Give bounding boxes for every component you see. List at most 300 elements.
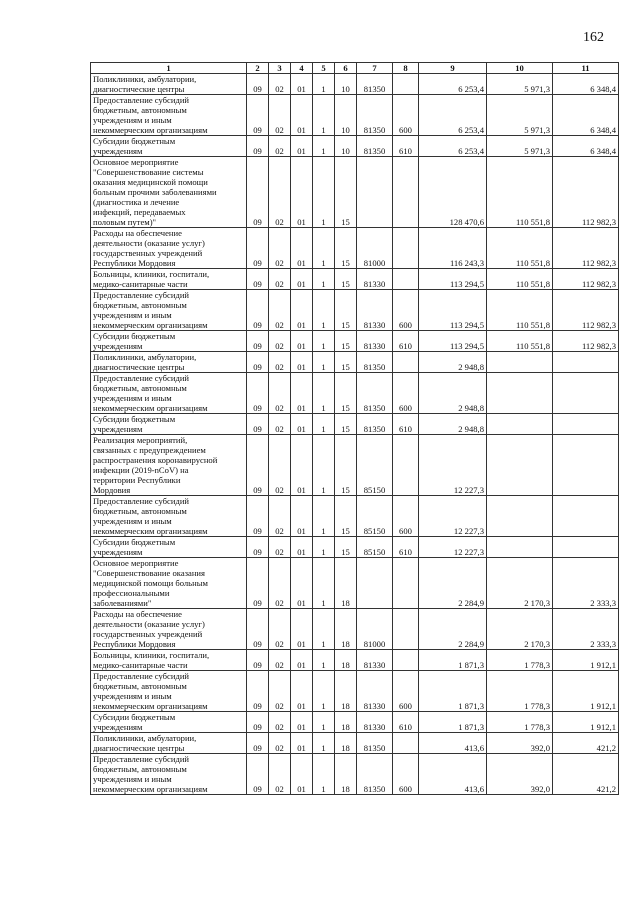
row-name-line: Расходы на обеспечение xyxy=(93,609,182,619)
amount-col11: 2 333,3 xyxy=(553,609,619,650)
code-event: 15 xyxy=(335,537,357,558)
amount-col10: 110 551,8 xyxy=(487,228,553,269)
code-section: 02 xyxy=(269,269,291,290)
amount-col9: 116 243,3 xyxy=(419,228,487,269)
table-row xyxy=(91,157,619,228)
amount-col10: 1 778,3 xyxy=(487,712,553,733)
amount-col10 xyxy=(487,352,553,373)
row-name xyxy=(91,352,247,373)
code-expense-type xyxy=(393,228,419,269)
amount-col11: 2 333,3 xyxy=(553,558,619,609)
amount-col11 xyxy=(553,537,619,558)
code-direction: 81330 xyxy=(357,671,393,712)
col-header-6: 6 xyxy=(335,63,357,74)
row-name-line: Субсидии бюджетным xyxy=(93,712,176,722)
code-program: 1 xyxy=(313,435,335,496)
row-name xyxy=(91,558,247,609)
code-section: 02 xyxy=(269,414,291,435)
table-row xyxy=(91,373,619,414)
code-expense-type xyxy=(393,269,419,290)
code-direction: 85150 xyxy=(357,537,393,558)
row-name-line: инфекции (2019-nCoV) на xyxy=(93,465,189,475)
row-name xyxy=(91,157,247,228)
code-subsection: 01 xyxy=(291,373,313,414)
code-event: 15 xyxy=(335,290,357,331)
col-header-11: 11 xyxy=(553,63,619,74)
code-ministry: 09 xyxy=(247,558,269,609)
row-name-line: учреждениям и иным xyxy=(93,691,172,701)
code-subsection: 01 xyxy=(291,754,313,795)
code-direction: 81350 xyxy=(357,733,393,754)
code-ministry: 09 xyxy=(247,95,269,136)
code-direction: 81350 xyxy=(357,754,393,795)
code-expense-type xyxy=(393,74,419,95)
amount-col10: 1 778,3 xyxy=(487,671,553,712)
code-event: 15 xyxy=(335,373,357,414)
amount-col11 xyxy=(553,435,619,496)
code-event: 18 xyxy=(335,650,357,671)
amount-col11: 112 982,3 xyxy=(553,269,619,290)
row-name-line: Субсидии бюджетным xyxy=(93,537,176,547)
code-program: 1 xyxy=(313,373,335,414)
code-subsection: 01 xyxy=(291,290,313,331)
row-name-line: Основное мероприятие xyxy=(93,558,179,568)
code-section: 02 xyxy=(269,228,291,269)
code-ministry: 09 xyxy=(247,650,269,671)
code-event: 10 xyxy=(335,74,357,95)
code-program: 1 xyxy=(313,74,335,95)
row-name-line: некоммерческим организациям xyxy=(93,125,208,135)
code-event: 15 xyxy=(335,228,357,269)
code-program: 1 xyxy=(313,558,335,609)
amount-col10: 2 170,3 xyxy=(487,558,553,609)
code-direction: 81330 xyxy=(357,331,393,352)
code-expense-type xyxy=(393,650,419,671)
code-direction: 81330 xyxy=(357,712,393,733)
amount-col11: 6 348,4 xyxy=(553,136,619,157)
row-name-line: Субсидии бюджетным xyxy=(93,414,176,424)
amount-col10: 110 551,8 xyxy=(487,290,553,331)
code-subsection: 01 xyxy=(291,733,313,754)
code-section: 02 xyxy=(269,712,291,733)
code-program: 1 xyxy=(313,650,335,671)
code-direction: 81350 xyxy=(357,74,393,95)
amount-col10 xyxy=(487,496,553,537)
code-event: 18 xyxy=(335,609,357,650)
row-name xyxy=(91,331,247,352)
row-name-line: профессиональными xyxy=(93,588,170,598)
code-direction xyxy=(357,558,393,609)
code-ministry: 09 xyxy=(247,228,269,269)
col-header-10: 10 xyxy=(487,63,553,74)
code-section: 02 xyxy=(269,74,291,95)
amount-col11: 421,2 xyxy=(553,733,619,754)
code-subsection: 01 xyxy=(291,157,313,228)
col-header-3: 3 xyxy=(269,63,291,74)
code-ministry: 09 xyxy=(247,754,269,795)
amount-col10 xyxy=(487,414,553,435)
code-subsection: 01 xyxy=(291,331,313,352)
row-name-line: Расходы на обеспечение xyxy=(93,228,182,238)
code-section: 02 xyxy=(269,373,291,414)
col-header-9: 9 xyxy=(419,63,487,74)
amount-col11: 6 348,4 xyxy=(553,74,619,95)
row-name-line: учреждениям и иным xyxy=(93,774,172,784)
row-name-line: оказания медицинской помощи xyxy=(93,177,208,187)
code-direction: 85150 xyxy=(357,496,393,537)
row-name-line: Предоставление субсидий xyxy=(93,671,190,681)
code-program: 1 xyxy=(313,537,335,558)
amount-col9: 2 948,8 xyxy=(419,373,487,414)
row-name xyxy=(91,373,247,414)
code-expense-type: 600 xyxy=(393,373,419,414)
row-name-line: Предоставление субсидий xyxy=(93,95,190,105)
amount-col10: 5 971,3 xyxy=(487,95,553,136)
page-number: 162 xyxy=(583,30,604,45)
code-program: 1 xyxy=(313,95,335,136)
row-name-line: Больницы, клиники, госпитали, xyxy=(93,269,210,279)
amount-col11 xyxy=(553,373,619,414)
col-header-5: 5 xyxy=(313,63,335,74)
amount-col9: 1 871,3 xyxy=(419,712,487,733)
code-section: 02 xyxy=(269,157,291,228)
code-event: 15 xyxy=(335,435,357,496)
row-name xyxy=(91,290,247,331)
row-name xyxy=(91,671,247,712)
code-ministry: 09 xyxy=(247,609,269,650)
amount-col9: 2 284,9 xyxy=(419,609,487,650)
table-row xyxy=(91,331,619,352)
table-row xyxy=(91,558,619,609)
row-name-line: некоммерческим организациям xyxy=(93,320,208,330)
code-section: 02 xyxy=(269,435,291,496)
code-event: 15 xyxy=(335,157,357,228)
code-expense-type: 610 xyxy=(393,136,419,157)
table-row xyxy=(91,733,619,754)
row-name xyxy=(91,754,247,795)
code-event: 18 xyxy=(335,671,357,712)
code-event: 18 xyxy=(335,712,357,733)
amount-col9: 113 294,5 xyxy=(419,331,487,352)
code-section: 02 xyxy=(269,95,291,136)
table-row xyxy=(91,352,619,373)
row-name-line: Мордовия xyxy=(93,485,131,495)
code-expense-type: 600 xyxy=(393,754,419,795)
row-name-line: "Совершенствование оказания xyxy=(93,568,205,578)
row-name-line: учреждениям и иным xyxy=(93,310,172,320)
code-ministry: 09 xyxy=(247,671,269,712)
code-program: 1 xyxy=(313,754,335,795)
col-header-8: 8 xyxy=(393,63,419,74)
amount-col9: 6 253,4 xyxy=(419,95,487,136)
row-name-line: Субсидии бюджетным xyxy=(93,331,176,341)
code-subsection: 01 xyxy=(291,558,313,609)
code-direction: 81000 xyxy=(357,609,393,650)
code-section: 02 xyxy=(269,331,291,352)
amount-col9: 2 948,8 xyxy=(419,352,487,373)
code-program: 1 xyxy=(313,157,335,228)
code-subsection: 01 xyxy=(291,414,313,435)
row-name-line: Поликлиники, амбулатории, xyxy=(93,733,197,743)
row-name xyxy=(91,650,247,671)
table-row xyxy=(91,496,619,537)
code-ministry: 09 xyxy=(247,157,269,228)
amount-col9: 2 284,9 xyxy=(419,558,487,609)
row-name-line: учреждениям xyxy=(93,547,143,557)
amount-col11: 112 982,3 xyxy=(553,290,619,331)
code-ministry: 09 xyxy=(247,373,269,414)
amount-col9: 128 470,6 xyxy=(419,157,487,228)
row-name-line: государственных учреждений xyxy=(93,248,203,258)
row-name-line: Республики Мордовия xyxy=(93,639,176,649)
code-ministry: 09 xyxy=(247,290,269,331)
row-name xyxy=(91,609,247,650)
code-expense-type xyxy=(393,609,419,650)
amount-col9: 12 227,3 xyxy=(419,537,487,558)
amount-col10: 110 551,8 xyxy=(487,269,553,290)
code-event: 15 xyxy=(335,331,357,352)
code-direction: 81330 xyxy=(357,269,393,290)
row-name xyxy=(91,136,247,157)
code-section: 02 xyxy=(269,558,291,609)
code-program: 1 xyxy=(313,269,335,290)
code-section: 02 xyxy=(269,352,291,373)
code-expense-type xyxy=(393,733,419,754)
amount-col11 xyxy=(553,414,619,435)
amount-col11: 112 982,3 xyxy=(553,228,619,269)
code-section: 02 xyxy=(269,496,291,537)
col-header-4: 4 xyxy=(291,63,313,74)
row-name-line: Республики Мордовия xyxy=(93,258,176,268)
code-subsection: 01 xyxy=(291,352,313,373)
code-program: 1 xyxy=(313,733,335,754)
row-name-line: учреждениям xyxy=(93,424,143,434)
amount-col10: 392,0 xyxy=(487,754,553,795)
code-subsection: 01 xyxy=(291,496,313,537)
code-ministry: 09 xyxy=(247,352,269,373)
amount-col10 xyxy=(487,373,553,414)
code-ministry: 09 xyxy=(247,74,269,95)
row-name xyxy=(91,228,247,269)
row-name xyxy=(91,269,247,290)
row-name-line: учреждениям и иным xyxy=(93,393,172,403)
code-ministry: 09 xyxy=(247,435,269,496)
row-name-line: заболеваниями" xyxy=(93,598,152,608)
amount-col11: 6 348,4 xyxy=(553,95,619,136)
amount-col9: 6 253,4 xyxy=(419,136,487,157)
row-name-line: распространения коронавирусной xyxy=(93,455,218,465)
table-row xyxy=(91,95,619,136)
code-subsection: 01 xyxy=(291,609,313,650)
code-subsection: 01 xyxy=(291,712,313,733)
row-name-line: медико-санитарные части xyxy=(93,279,188,289)
amount-col9: 113 294,5 xyxy=(419,269,487,290)
amount-col9: 12 227,3 xyxy=(419,496,487,537)
table-row xyxy=(91,609,619,650)
amount-col11: 112 982,3 xyxy=(553,331,619,352)
row-name xyxy=(91,733,247,754)
row-name-line: больным прочими заболеваниями xyxy=(93,187,217,197)
row-name-line: Предоставление субсидий xyxy=(93,373,190,383)
table-row xyxy=(91,228,619,269)
code-program: 1 xyxy=(313,712,335,733)
table-row xyxy=(91,537,619,558)
row-name-line: Предоставление субсидий xyxy=(93,290,190,300)
code-section: 02 xyxy=(269,671,291,712)
amount-col9: 6 253,4 xyxy=(419,74,487,95)
code-subsection: 01 xyxy=(291,269,313,290)
table-row xyxy=(91,754,619,795)
amount-col9: 413,6 xyxy=(419,733,487,754)
code-direction: 81350 xyxy=(357,95,393,136)
code-ministry: 09 xyxy=(247,733,269,754)
amount-col9: 1 871,3 xyxy=(419,671,487,712)
table-row xyxy=(91,290,619,331)
row-name-line: бюджетным, автономным xyxy=(93,383,187,393)
row-name-line: Больницы, клиники, госпитали, xyxy=(93,650,210,660)
amount-col10 xyxy=(487,537,553,558)
row-name-line: некоммерческим организациям xyxy=(93,403,208,413)
code-direction: 85150 xyxy=(357,435,393,496)
code-direction: 81350 xyxy=(357,414,393,435)
amount-col10: 5 971,3 xyxy=(487,74,553,95)
code-direction: 81350 xyxy=(357,352,393,373)
code-direction: 81350 xyxy=(357,136,393,157)
amount-col10: 1 778,3 xyxy=(487,650,553,671)
table-row xyxy=(91,650,619,671)
code-program: 1 xyxy=(313,290,335,331)
amount-col9: 12 227,3 xyxy=(419,435,487,496)
row-name-line: некоммерческим организациям xyxy=(93,784,208,794)
row-name-line: инфекций, передаваемых xyxy=(93,207,186,217)
amount-col11: 1 912,1 xyxy=(553,650,619,671)
code-program: 1 xyxy=(313,496,335,537)
code-program: 1 xyxy=(313,352,335,373)
code-program: 1 xyxy=(313,414,335,435)
code-event: 18 xyxy=(335,558,357,609)
amount-col9: 2 948,8 xyxy=(419,414,487,435)
code-subsection: 01 xyxy=(291,537,313,558)
code-ministry: 09 xyxy=(247,712,269,733)
col-header-7: 7 xyxy=(357,63,393,74)
code-subsection: 01 xyxy=(291,74,313,95)
code-section: 02 xyxy=(269,650,291,671)
row-name-line: "Совершенствование системы xyxy=(93,167,204,177)
row-name-line: бюджетным, автономным xyxy=(93,764,187,774)
amount-col11: 1 912,1 xyxy=(553,671,619,712)
code-expense-type: 600 xyxy=(393,290,419,331)
amount-col10: 110 551,8 xyxy=(487,157,553,228)
row-name-line: бюджетным, автономным xyxy=(93,506,187,516)
code-direction: 81330 xyxy=(357,650,393,671)
row-name-line: учреждениям и иным xyxy=(93,516,172,526)
row-name xyxy=(91,712,247,733)
amount-col11 xyxy=(553,352,619,373)
amount-col10: 392,0 xyxy=(487,733,553,754)
code-program: 1 xyxy=(313,136,335,157)
row-name-line: половым путем)" xyxy=(93,217,157,227)
table-row xyxy=(91,671,619,712)
amount-col11: 1 912,1 xyxy=(553,712,619,733)
code-subsection: 01 xyxy=(291,95,313,136)
code-direction: 81350 xyxy=(357,373,393,414)
code-event: 10 xyxy=(335,136,357,157)
code-subsection: 01 xyxy=(291,671,313,712)
row-name-line: Основное мероприятие xyxy=(93,157,179,167)
row-name xyxy=(91,496,247,537)
row-name-line: Предоставление субсидий xyxy=(93,496,190,506)
amount-col9: 413,6 xyxy=(419,754,487,795)
row-name-line: бюджетным, автономным xyxy=(93,681,187,691)
row-name-line: Поликлиники, амбулатории, xyxy=(93,352,197,362)
col-header-2: 2 xyxy=(247,63,269,74)
code-direction: 81000 xyxy=(357,228,393,269)
code-expense-type xyxy=(393,157,419,228)
table-row xyxy=(91,269,619,290)
amount-col10: 110 551,8 xyxy=(487,331,553,352)
amount-col11: 421,2 xyxy=(553,754,619,795)
row-name-line: бюджетным, автономным xyxy=(93,105,187,115)
code-direction: 81330 xyxy=(357,290,393,331)
code-ministry: 09 xyxy=(247,537,269,558)
row-name-line: деятельности (оказание услуг) xyxy=(93,619,205,629)
code-event: 15 xyxy=(335,269,357,290)
code-section: 02 xyxy=(269,754,291,795)
code-ministry: 09 xyxy=(247,414,269,435)
row-name xyxy=(91,435,247,496)
code-program: 1 xyxy=(313,671,335,712)
code-direction xyxy=(357,157,393,228)
code-event: 10 xyxy=(335,95,357,136)
table-row xyxy=(91,712,619,733)
row-name xyxy=(91,95,247,136)
code-section: 02 xyxy=(269,136,291,157)
row-name-line: Субсидии бюджетным xyxy=(93,136,176,146)
header-row xyxy=(91,63,619,74)
code-program: 1 xyxy=(313,228,335,269)
row-name-line: связанных с предупреждением xyxy=(93,445,206,455)
amount-col10 xyxy=(487,435,553,496)
row-name-line: диагностические центры xyxy=(93,362,185,372)
code-ministry: 09 xyxy=(247,136,269,157)
row-name-line: учреждениям xyxy=(93,146,143,156)
row-name-line: учреждениям и иным xyxy=(93,115,172,125)
code-section: 02 xyxy=(269,609,291,650)
code-subsection: 01 xyxy=(291,136,313,157)
row-name-line: (диагностика и лечение xyxy=(93,197,180,207)
row-name-line: некоммерческим организациям xyxy=(93,701,208,711)
budget-table xyxy=(90,62,619,795)
code-section: 02 xyxy=(269,733,291,754)
code-expense-type: 600 xyxy=(393,496,419,537)
amount-col11: 112 982,3 xyxy=(553,157,619,228)
code-expense-type: 600 xyxy=(393,95,419,136)
table-row xyxy=(91,136,619,157)
code-ministry: 09 xyxy=(247,269,269,290)
code-expense-type: 610 xyxy=(393,331,419,352)
code-expense-type: 610 xyxy=(393,537,419,558)
row-name-line: территории Республики xyxy=(93,475,181,485)
row-name-line: учреждениям xyxy=(93,341,143,351)
row-name xyxy=(91,74,247,95)
row-name-line: диагностические центры xyxy=(93,84,185,94)
row-name-line: некоммерческим организациям xyxy=(93,526,208,536)
code-event: 15 xyxy=(335,352,357,373)
code-event: 18 xyxy=(335,754,357,795)
code-expense-type: 600 xyxy=(393,671,419,712)
table-row xyxy=(91,74,619,95)
code-expense-type xyxy=(393,558,419,609)
